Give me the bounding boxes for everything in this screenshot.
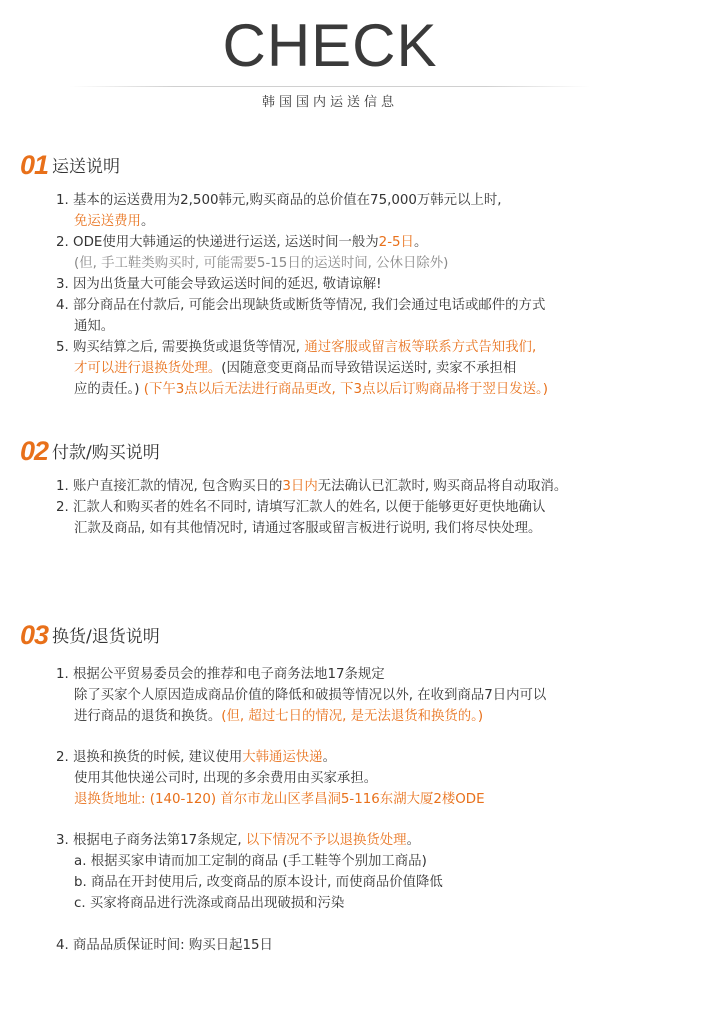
body-text: 。 [322, 750, 336, 765]
section-03-line [74, 769, 377, 789]
section-01-line [56, 296, 545, 316]
body-text: a. 根据买家申请而加工定制的商品 (手工鞋等个别加工商品) [74, 854, 427, 869]
section-01-line [74, 359, 516, 379]
section-header-shipping [20, 150, 120, 178]
highlight-text: 大韩通运快递 [242, 750, 323, 765]
section-01-line [56, 233, 427, 253]
section-03-line [74, 852, 427, 872]
section-01-line [74, 254, 448, 274]
body-text: 使用其他快递公司时, 出现的多余费用由买家承担。 [74, 771, 378, 786]
section-number: 03 [20, 620, 49, 650]
section-title: 付款/购买说明 [52, 443, 160, 463]
body-text: 无法确认已汇款时, 购买商品将自动取消。 [317, 479, 568, 494]
body-text: 。 [413, 235, 428, 250]
body-text: 。 [140, 214, 155, 229]
section-02-line [56, 498, 545, 518]
section-03-line [56, 831, 420, 851]
highlight-text: (下午3点以后无法进行商品更改, 下3点以后订购商品将于翌日发送。) [143, 382, 548, 397]
section-title: 换货/退货说明 [52, 627, 160, 647]
section-02-line [56, 477, 567, 497]
section-number: 01 [20, 150, 49, 180]
body-text: 3. 因为出货量大可能会导致运送时间的延迟, 敬请谅解! [56, 277, 382, 292]
section-01-line [74, 212, 154, 232]
section-03-line [74, 707, 483, 727]
body-text: 1. 根据公平贸易委员会的推荐和电子商务法地17条规定 [56, 667, 385, 682]
highlight-text: 通过客服或留言板等联系方式告知我们, [304, 340, 537, 355]
highlight-text: 以下情况不予以退换货处理 [245, 833, 407, 848]
section-01-line [56, 275, 382, 295]
body-text: 5. 购买结算之后, 需要换货或退货等情况, [56, 340, 305, 355]
body-text: (因随意变更商品而导致错误运送时, 卖家不承担相 [221, 361, 517, 376]
section-title: 运送说明 [52, 157, 121, 177]
highlight-text: 退换货地址: (140-120) 首尔市龙山区孝昌洞5-116东湖大厦2楼ODE [74, 792, 485, 807]
body-text: 2. 汇款人和购买者的姓名不同时, 请填写汇款人的姓名, 以便于能够更好更快地确认 [56, 500, 546, 515]
body-text: 除了买家个人原因造成商品价值的降低和破损等情况以外, 在收到商品7日内可以 [74, 688, 547, 703]
highlight-text: 免运送费用 [74, 214, 141, 229]
section-03-line [74, 873, 443, 893]
section-01-line [74, 317, 114, 337]
section-03-line [56, 748, 336, 768]
body-text: 。 [406, 833, 420, 848]
body-text: 进行商品的退货和换货。 [74, 709, 222, 724]
section-03-line [74, 894, 344, 914]
section-02-line [74, 519, 541, 539]
body-text: 4. 商品品质保证时间: 购买日起15日 [56, 938, 273, 953]
section-03-line [56, 665, 385, 685]
section-number: 02 [20, 436, 49, 466]
section-03-line [56, 936, 273, 956]
body-text: 2. ODE使用大韩通运的快递进行运送, 运送时间一般为 [56, 235, 379, 250]
section-01-line [56, 191, 502, 211]
body-text: b. 商品在开封使用后, 改变商品的原本设计, 而使商品价值降低 [74, 875, 443, 890]
section-01-line [56, 338, 536, 358]
highlight-text: (但, 超过七日的情况, 是无法退货和换货的。) [221, 709, 484, 724]
body-text: 1. 基本的运送费用为2,500韩元,购买商品的总价值在75,000万韩元以上时, [56, 193, 502, 208]
body-text: 汇款及商品, 如有其他情况时, 请通过客服或留言板进行说明, 我们将尽快处理。 [74, 521, 542, 536]
section-03-line [74, 790, 485, 810]
note-text: (但, 手工鞋类购买时, 可能需要5-15日的运送时间, 公休日除外) [74, 256, 449, 271]
body-text: 1. 账户直接汇款的情况, 包含购买日的 [56, 479, 283, 494]
section-header-payment [20, 436, 160, 464]
highlight-text: 3日内 [282, 479, 318, 494]
highlight-text: 2-5日 [378, 235, 414, 250]
section-header-returns [20, 620, 160, 648]
body-text: 2. 退换和换货的时候, 建议使用 [56, 750, 243, 765]
page-title: CHECK [222, 12, 438, 79]
body-text: 4. 部分商品在付款后, 可能会出现缺货或断货等情况, 我们会通过电话或邮件的方式 [56, 298, 546, 313]
section-01-line [74, 380, 548, 400]
body-text: 通知。 [74, 319, 115, 334]
body-text: 应的责任。) [74, 382, 144, 397]
section-03-line [74, 686, 546, 706]
highlight-text: 才可以进行退换货处理。 [74, 361, 222, 376]
page-subtitle: 韩国国内运送信息 [261, 95, 398, 110]
title-divider [70, 86, 590, 87]
body-text: 3. 根据电子商务法第17条规定, [56, 833, 246, 848]
body-text: c. 买家将商品进行洗涤或商品出现破损和污染 [74, 896, 345, 911]
